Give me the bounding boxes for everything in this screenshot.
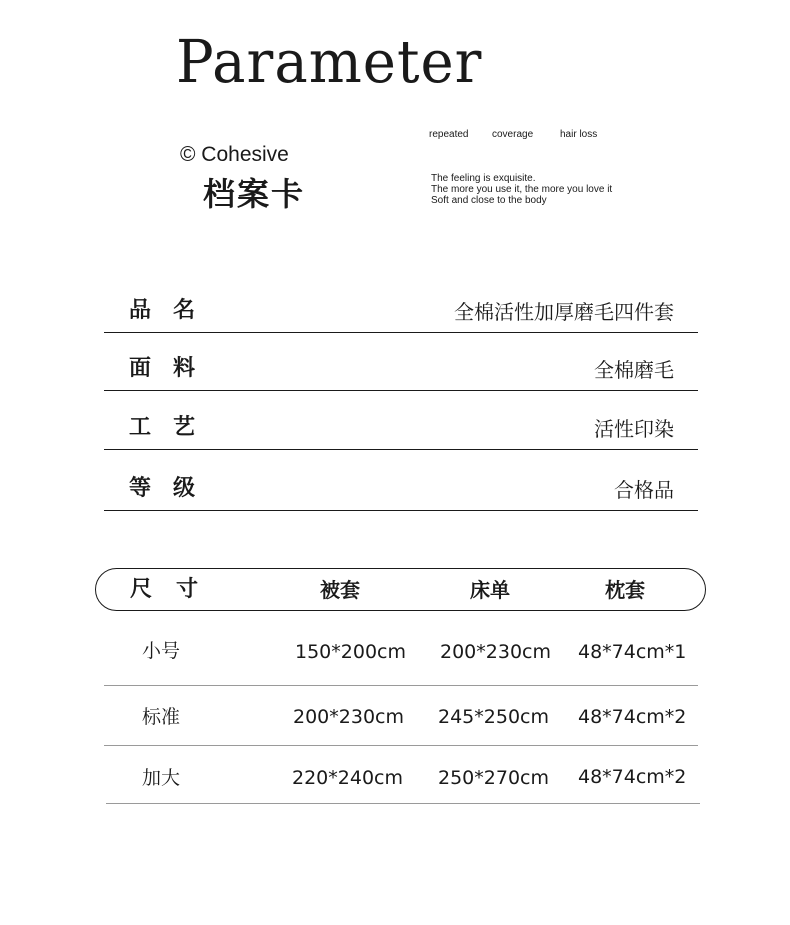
pillowcase-size: 48*74cm*2 bbox=[578, 766, 687, 788]
parameter-table bbox=[104, 287, 698, 511]
param-label: 等级 bbox=[129, 476, 218, 501]
size-name: 加大 bbox=[142, 767, 181, 789]
param-label: 面料 bbox=[129, 356, 218, 381]
slogan-line: Soft and close to the body bbox=[431, 195, 547, 206]
size-header-pillowcase: 枕套 bbox=[605, 578, 645, 602]
param-value: 全棉活性加厚磨毛四件套 bbox=[454, 300, 674, 324]
param-row-craft bbox=[104, 391, 698, 450]
tag-hair-loss: hair loss bbox=[560, 129, 598, 140]
param-value: 全棉磨毛 bbox=[594, 358, 674, 382]
page-title: Parameter bbox=[176, 28, 483, 97]
param-label: 工艺 bbox=[129, 415, 218, 440]
slogan-line: The feeling is exquisite. bbox=[431, 173, 536, 184]
size-row-small bbox=[104, 625, 698, 686]
pillowcase-size: 48*74cm*2 bbox=[578, 706, 687, 728]
sheet-size: 250*270cm bbox=[438, 767, 549, 789]
size-table-header bbox=[95, 568, 706, 611]
param-row-fabric bbox=[104, 333, 698, 391]
duvet-size: 200*230cm bbox=[293, 706, 404, 728]
pillowcase-size: 48*74cm*1 bbox=[578, 641, 687, 663]
size-name: 小号 bbox=[142, 640, 181, 662]
slogan-line: The more you use it, the more you love it bbox=[431, 184, 613, 195]
param-value: 活性印染 bbox=[594, 417, 674, 441]
tag-repeated: repeated bbox=[429, 129, 469, 140]
card-title: 档案卡 bbox=[203, 175, 306, 213]
param-row-name bbox=[104, 287, 698, 333]
param-label: 品名 bbox=[129, 298, 218, 323]
size-row-standard bbox=[104, 686, 698, 746]
size-header-duvet: 被套 bbox=[320, 578, 360, 602]
brand-name: © Cohesive bbox=[180, 143, 289, 166]
size-row-large bbox=[106, 746, 700, 804]
duvet-size: 220*240cm bbox=[292, 767, 403, 789]
size-name: 标准 bbox=[142, 706, 181, 728]
size-header-sheet: 床单 bbox=[470, 578, 510, 602]
sheet-size: 245*250cm bbox=[438, 706, 549, 728]
size-header-size: 尺寸 bbox=[130, 577, 223, 602]
duvet-size: 150*200cm bbox=[295, 641, 406, 663]
slogan bbox=[431, 173, 612, 206]
sheet-size: 200*230cm bbox=[440, 641, 551, 663]
tag-coverage: coverage bbox=[492, 129, 534, 140]
param-row-grade bbox=[104, 450, 698, 511]
param-value: 合格品 bbox=[614, 478, 674, 502]
